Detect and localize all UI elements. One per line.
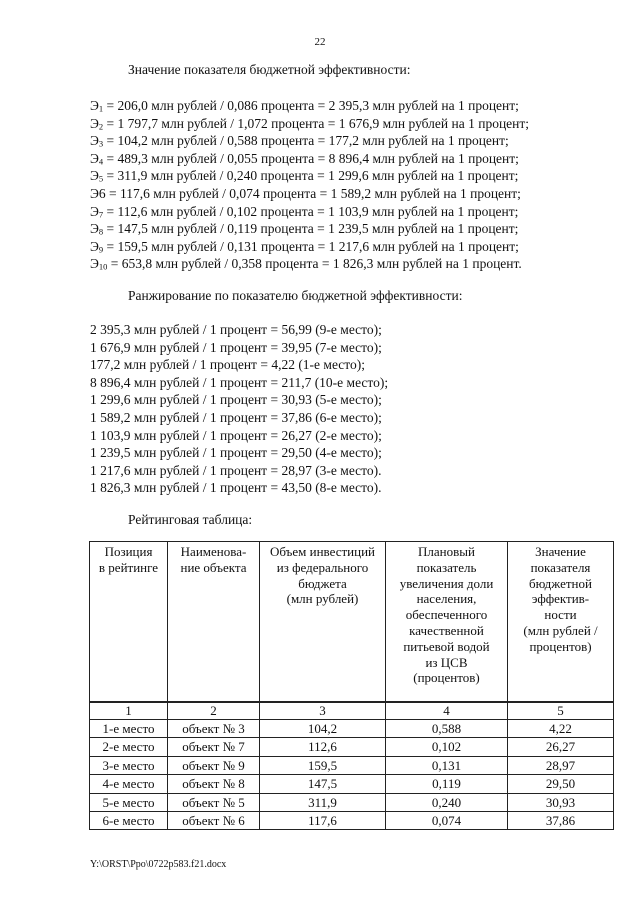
table-cell: объект № 5 — [168, 793, 260, 811]
table-header-cell: Наименова- ние объекта — [168, 542, 260, 703]
table-cell: объект № 8 — [168, 775, 260, 793]
formula-symbol: Э — [90, 203, 99, 219]
ranking-line: 1 676,9 млн рублей / 1 процент = 39,95 (7-е место); — [90, 339, 382, 355]
formula-expression: = 104,2 млн рублей / 0,588 процента = 177,2 млн рублей на 1 процент; — [103, 133, 509, 149]
formula-subscript: 1 — [98, 103, 104, 114]
table-header-cell: Позиция в рейтинге — [90, 542, 168, 703]
formula-expression: = 206,0 млн рублей / 0,086 процента = 2 395,3 млн рублей на 1 процент; — [103, 98, 519, 113]
formula-symbol: Э — [90, 115, 99, 131]
efficiency-formula-list — [90, 97, 529, 273]
formula-line — [90, 185, 529, 203]
formula-expression: = 489,3 млн рублей / 0,055 процента = 8 896,4 млн рублей на 1 процент; — [103, 150, 519, 166]
table-cell: объект № 7 — [168, 738, 260, 756]
rating-table — [89, 541, 614, 830]
table-cell: 28,97 — [508, 756, 614, 774]
table-cell: 0,131 — [386, 756, 508, 774]
formula-symbol: Э — [90, 256, 99, 272]
table-row — [90, 811, 614, 829]
ranking-line: 1 103,9 млн рублей / 1 процент = 26,27 (2-е место); — [90, 427, 382, 443]
formula-symbol: Э — [90, 221, 99, 237]
table-cell: 37,86 — [508, 811, 614, 829]
table-cell: 0,588 — [386, 720, 508, 738]
table-cell: 4,22 — [508, 720, 614, 738]
table-cell: объект № 9 — [168, 756, 260, 774]
formula-subscript: 9 — [98, 244, 104, 255]
formula-line — [90, 167, 529, 185]
ranking-line: 177,2 млн рублей / 1 процент = 4,22 (1-е место); — [90, 357, 366, 373]
table-cell: 104,2 — [260, 720, 386, 738]
formula-expression: = 112,6 млн рублей / 0,102 процента = 1 103,9 млн рублей на 1 процент; — [103, 203, 519, 219]
formula-expression: = 147,5 млн рублей / 0,119 процента = 1 239,5 млн рублей на 1 процент; — [103, 221, 519, 237]
table-cell: объект № 6 — [168, 811, 260, 829]
formula-expression: = 311,9 млн рублей / 0,240 процента = 1 299,6 млн рублей на 1 процент; — [103, 168, 519, 184]
section-title-rating-table: Рейтинговая таблица: — [128, 512, 253, 527]
column-number-cell: 5 — [508, 702, 614, 720]
formula-subscript: 5 — [98, 173, 104, 184]
table-column-number-row — [90, 702, 614, 720]
table-cell: 0,240 — [386, 793, 508, 811]
table-cell: объект № 3 — [168, 720, 260, 738]
formula-symbol: Э — [90, 168, 99, 184]
formula-expression: = 653,8 млн рублей / 0,358 процента = 1 826,3 млн рублей на 1 процент. — [107, 256, 522, 272]
page-number: 22 — [314, 36, 326, 48]
formula-expression: = 117,6 млн рублей / 0,074 процента = 1 589,2 млн рублей на 1 процент; — [105, 185, 521, 201]
ranking-line: 2 395,3 млн рублей / 1 процент = 56,99 (9-е место); — [90, 322, 382, 337]
formula-subscript: 2 — [98, 121, 104, 132]
file-path-footer: Y:\ORST\Ppo\0722p583.f21.docx — [90, 859, 227, 870]
formula-line — [90, 255, 529, 273]
formula-symbol: Э — [90, 133, 99, 149]
column-number-cell: 1 — [90, 702, 168, 720]
table-cell: 26,27 — [508, 738, 614, 756]
column-number-cell: 4 — [386, 702, 508, 720]
formula-line — [90, 150, 529, 168]
table-row — [90, 793, 614, 811]
table-header-cell: Значение показателя бюджетной эффектив- ности (млн рублей / процентов) — [508, 542, 614, 703]
table-cell: 4-е место — [90, 775, 168, 793]
table-cell: 147,5 — [260, 775, 386, 793]
formula-line — [90, 115, 529, 133]
ranking-line: 1 217,6 млн рублей / 1 процент = 28,97 (3-е место). — [90, 462, 382, 478]
ranking-line: 1 589,2 млн рублей / 1 процент = 37,86 (6-е место); — [90, 409, 382, 425]
formula-line — [90, 97, 529, 115]
table-cell: 2-е место — [90, 738, 168, 756]
table-cell: 311,9 — [260, 793, 386, 811]
table-row — [90, 775, 614, 793]
table-cell: 112,6 — [260, 738, 386, 756]
formula-symbol: Э — [90, 98, 99, 113]
table-cell: 1-е место — [90, 720, 168, 738]
section-title-efficiency-values: Значение показателя бюджетной эффективности: — [128, 62, 411, 77]
formula-symbol: Э — [90, 150, 99, 166]
table-cell: 0,102 — [386, 738, 508, 756]
column-number-cell: 2 — [168, 702, 260, 720]
formula-symbol: Э — [90, 238, 99, 254]
table-header-cell: Плановый показатель увеличения доли населения, обеспеченного качественной питьевой водой из ЦСВ (процентов) — [386, 542, 508, 703]
table-cell: 5-е место — [90, 793, 168, 811]
section-title-ranking: Ранжирование по показателю бюджетной эффективности: — [128, 288, 463, 303]
table-row — [90, 720, 614, 738]
ranking-line: 1 299,6 млн рублей / 1 процент = 30,93 (5-е место); — [90, 392, 382, 408]
formula-line — [90, 220, 529, 238]
formula-subscript: 8 — [98, 226, 104, 237]
ranking-line: 1 826,3 млн рублей / 1 процент = 43,50 (8-е место). — [90, 480, 382, 496]
table-row — [90, 756, 614, 774]
table-cell: 117,6 — [260, 811, 386, 829]
formula-subscript: 4 — [98, 156, 104, 167]
formula-symbol: Э6 — [90, 185, 106, 201]
ranking-list — [90, 321, 388, 497]
formula-expression: = 1 797,7 млн рублей / 1,072 процента = 1 676,9 млн рублей на 1 процент; — [103, 115, 530, 131]
table-cell: 29,50 — [508, 775, 614, 793]
table-header-cell: Объем инвестиций из федерального бюджета (млн рублей) — [260, 542, 386, 703]
formula-line — [90, 132, 529, 150]
table-cell: 0,119 — [386, 775, 508, 793]
column-number-cell: 3 — [260, 702, 386, 720]
table-cell: 0,074 — [386, 811, 508, 829]
formula-line — [90, 238, 529, 256]
formula-subscript: 7 — [98, 209, 104, 220]
formula-subscript: 10 — [98, 261, 108, 272]
table-cell: 3-е место — [90, 756, 168, 774]
table-header-row — [90, 542, 614, 703]
table-cell: 30,93 — [508, 793, 614, 811]
ranking-line: 1 239,5 млн рублей / 1 процент = 29,50 (4-е место); — [90, 445, 382, 461]
formula-expression: = 159,5 млн рублей / 0,131 процента = 1 217,6 млн рублей на 1 процент; — [103, 238, 519, 254]
table-row — [90, 738, 614, 756]
formula-line — [90, 203, 529, 221]
table-cell: 6-е место — [90, 811, 168, 829]
ranking-line: 8 896,4 млн рублей / 1 процент = 211,7 (10-е место); — [90, 374, 389, 390]
formula-subscript: 3 — [98, 138, 104, 149]
table-cell: 159,5 — [260, 756, 386, 774]
